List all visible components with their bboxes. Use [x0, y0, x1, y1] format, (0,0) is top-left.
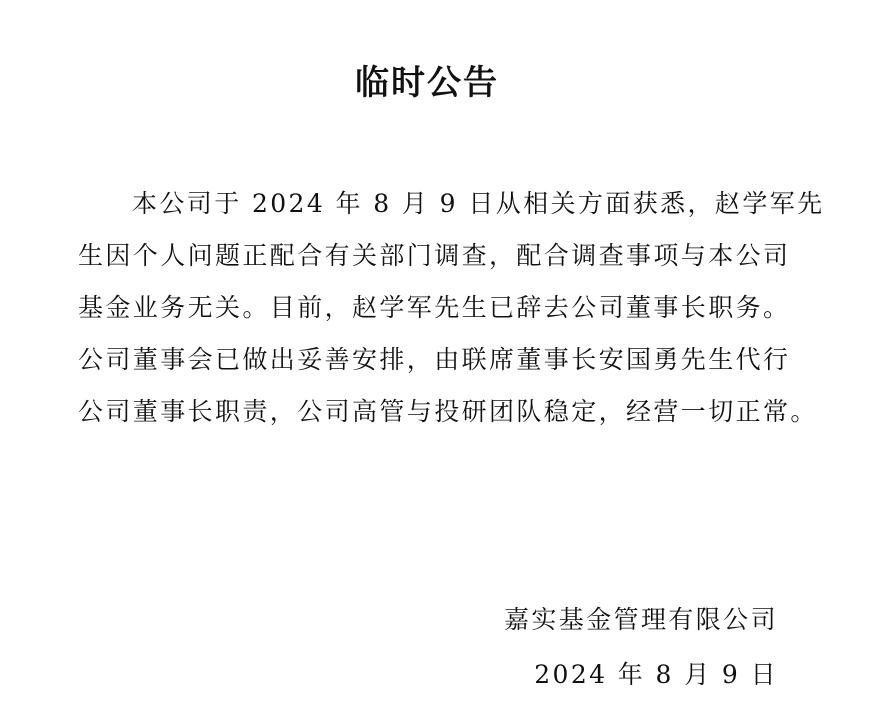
signature-organization: 嘉实基金管理有限公司	[503, 605, 778, 634]
notice-body	[78, 178, 825, 438]
body-line-5: 公司董事长职责，公司高管与投研团队稳定，经营一切正常。	[78, 397, 818, 426]
body-line-2: 生因个人问题正配合有关部门调查，配合调查事项与本公司	[78, 241, 791, 270]
notice-title: 临时公告	[355, 63, 499, 103]
body-line-4: 公司董事会已做出妥善安排，由联席董事长安国勇先生代行	[78, 345, 791, 374]
body-line-3: 基金业务无关。目前，赵学军先生已辞去公司董事长职务。	[78, 293, 791, 322]
signature-date: 2024 年 8 月 9 日	[534, 660, 778, 689]
body-line-1: 本公司于 2024 年 8 月 9 日从相关方面获悉，赵学军先	[132, 189, 825, 218]
